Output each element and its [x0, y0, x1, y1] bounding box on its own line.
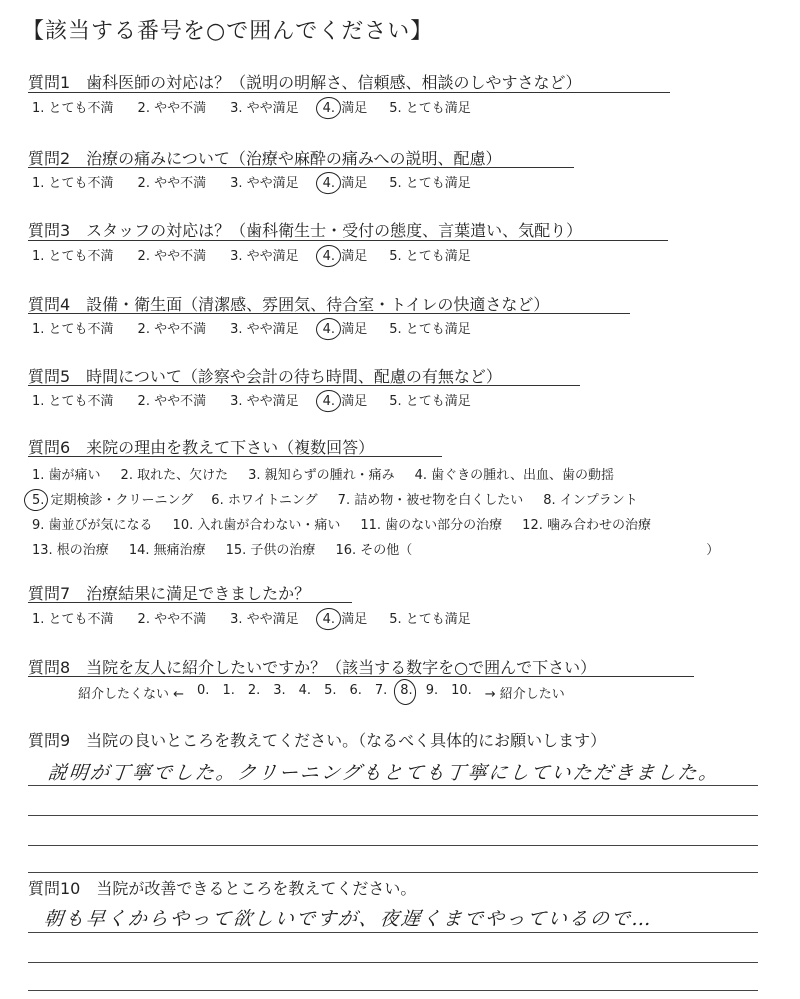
q7-option-5[interactable]: 5. とても満足 — [389, 612, 471, 627]
q1-option-5[interactable]: 5. とても満足 — [389, 101, 471, 116]
q1-option-3[interactable]: 3. やや満足 — [230, 101, 299, 116]
q8-right-label: → 紹介したい — [484, 687, 565, 702]
q9-title: 質問9 当院の良いところを教えてください。（なるべく具体的にお願いします） — [28, 731, 607, 750]
q10-title: 質問10 当院が改善できるところを教えてください。 — [28, 879, 417, 898]
q6-reason-11[interactable]: 11. 歯のない部分の治療 — [360, 518, 503, 533]
q8-left-label: 紹介したくない ← — [78, 687, 185, 702]
q6-reason-13[interactable]: 13. 根の治療 — [32, 543, 109, 558]
q8-tick-8[interactable]: 8. — [400, 683, 412, 702]
q6-reason-10[interactable]: 10. 入れ歯が合わない・痛い — [172, 518, 341, 533]
q6-reason-9[interactable]: 9. 歯並びが気になる — [32, 518, 153, 533]
q1-option-4[interactable] — [321, 97, 368, 116]
q5-options — [30, 390, 473, 409]
q4-option-3[interactable]: 3. やや満足 — [230, 322, 299, 337]
q9-ruled-line-3 — [28, 845, 758, 846]
q8-title: 質問8 当院を友人に紹介したいですか？（該当する数字を○で囲んで下さい） — [28, 658, 597, 677]
q6-reason-2[interactable]: 2. 取れた、欠けた — [120, 468, 229, 483]
q7-option-1[interactable]: 1. とても不満 — [32, 612, 114, 627]
q8-tick-3[interactable]: 3. — [273, 683, 286, 698]
q8-tick-1[interactable]: 1. — [222, 683, 235, 698]
q5-underline — [28, 385, 580, 386]
q6-reason-7[interactable]: 7. 詰め物・被せ物を白くしたい — [337, 493, 524, 508]
q6-reason-15[interactable]: 15. 子供の治療 — [225, 543, 316, 558]
q4-title: 質問4 設備・衛生面（清潔感、雰囲気、待合室・トイレの快適さなど） — [28, 295, 550, 314]
q8-tick-2[interactable]: 2. — [247, 683, 261, 698]
q6-other-close-paren: ） — [706, 543, 720, 558]
q7-option-3[interactable]: 3. やや満足 — [230, 612, 299, 627]
q6-reason-5[interactable] — [30, 489, 193, 508]
q4-options — [30, 318, 473, 337]
q3-option-3[interactable]: 3. やや満足 — [230, 249, 299, 264]
q1-option-2[interactable]: 2. やや不満 — [137, 101, 207, 116]
q8-tick-7[interactable]: 7. — [374, 683, 388, 698]
q3-option-2[interactable]: 2. やや不満 — [137, 249, 207, 264]
q1-title: 質問1 歯科医師の対応は？（説明の明解さ、信頼感、相談のしやすさなど） — [28, 73, 582, 92]
q7-underline — [28, 602, 352, 603]
q4-option-1[interactable]: 1. とても不満 — [32, 322, 114, 337]
q3-option-1[interactable]: 1. とても不満 — [32, 249, 114, 264]
form-header: 【該当する番号を○で囲んでください】 — [22, 19, 434, 44]
q5-option-1[interactable]: 1. とても不満 — [32, 394, 114, 409]
q4-option-5[interactable]: 5. とても満足 — [389, 322, 471, 337]
q2-option-5[interactable]: 5. とても満足 — [389, 176, 471, 191]
q1-option-4-label: 満足 — [341, 101, 368, 116]
q3-option-4-label: 満足 — [341, 249, 368, 264]
q6-row-1 — [30, 464, 719, 483]
q4-option-4-number: 4. — [322, 322, 336, 337]
q6-reason-5-label: 定期検診・クリーニング — [50, 493, 194, 508]
q2-option-4-number: 4. — [322, 176, 336, 191]
q8-tick-5[interactable]: 5. — [324, 683, 337, 698]
q6-reason-4[interactable]: 4. 歯ぐきの腫れ、出血、歯の動揺 — [414, 468, 614, 483]
q5-title: 質問5 時間について（診察や会計の待ち時間、配慮の有無など） — [28, 367, 502, 386]
q4-option-4[interactable] — [321, 318, 368, 337]
q6-reason-16[interactable]: 16. その他（ — [335, 543, 413, 558]
q7-option-4-label: 満足 — [341, 612, 368, 627]
q5-option-4-label: 満足 — [341, 394, 368, 409]
q8-scale — [78, 683, 565, 702]
q7-option-4[interactable] — [321, 608, 368, 627]
q1-option-4-number: 4. — [322, 101, 336, 116]
q9-ruled-line-4 — [28, 872, 758, 873]
q6-reasons — [30, 464, 719, 564]
q6-reason-6[interactable]: 6. ホワイトニング — [211, 493, 318, 508]
q2-options — [30, 172, 473, 191]
q3-underline — [28, 240, 668, 241]
q6-reason-8[interactable]: 8. インプラント — [543, 493, 638, 508]
q6-other-blank[interactable] — [430, 539, 690, 558]
q4-option-4-label: 満足 — [341, 322, 368, 337]
q2-underline — [28, 167, 574, 168]
q1-option-1[interactable]: 1. とても不満 — [32, 101, 114, 116]
q10-ruled-line-3 — [28, 990, 758, 991]
q7-title: 質問7 治療結果に満足できましたか？ — [28, 584, 311, 603]
q1-options — [30, 97, 473, 116]
q5-option-3[interactable]: 3. やや満足 — [230, 394, 299, 409]
q5-option-5[interactable]: 5. とても満足 — [389, 394, 471, 409]
q1-underline — [28, 92, 670, 93]
q3-title: 質問3 スタッフの対応は？（歯科衛生士・受付の態度、言葉遣い、気配り） — [28, 221, 583, 240]
q8-tick-4[interactable]: 4. — [298, 683, 312, 698]
q7-options — [30, 608, 473, 627]
q2-option-2[interactable]: 2. やや不満 — [137, 176, 207, 191]
q8-tick-6[interactable]: 6. — [349, 683, 362, 698]
q2-option-3[interactable]: 3. やや満足 — [230, 176, 299, 191]
q3-options — [30, 245, 473, 264]
q2-option-1[interactable]: 1. とても不満 — [32, 176, 114, 191]
q9-handwritten-answer[interactable]: 説明が丁寧でした。クリーニングもとても丁寧にしていただきました。 — [46, 762, 721, 784]
q10-ruled-line-1 — [28, 932, 758, 933]
q5-option-4[interactable] — [321, 390, 368, 409]
q6-reason-3[interactable]: 3. 親知らずの腫れ・痛み — [248, 468, 395, 483]
q7-option-2[interactable]: 2. やや不満 — [137, 612, 207, 627]
q6-underline — [28, 456, 442, 457]
q6-row-3 — [30, 514, 719, 533]
q5-option-4-number: 4. — [322, 394, 336, 409]
q6-reason-1[interactable]: 1. 歯が痛い — [32, 468, 101, 483]
q9-ruled-line-1 — [28, 785, 758, 786]
q10-ruled-line-2 — [28, 962, 758, 963]
q6-row-4 — [30, 539, 719, 558]
q3-option-4[interactable] — [321, 245, 368, 264]
q5-option-2[interactable]: 2. やや不満 — [137, 394, 207, 409]
q7-option-4-number: 4. — [322, 612, 336, 627]
q8-tick-9[interactable]: 9. — [425, 683, 439, 698]
q2-option-4[interactable] — [321, 172, 368, 191]
q6-title: 質問6 来院の理由を教えて下さい（複数回答） — [28, 438, 375, 457]
q9-ruled-line-2 — [28, 815, 758, 816]
q8-tick-0[interactable]: 0. — [197, 683, 210, 698]
q8-underline — [28, 676, 694, 677]
q2-title: 質問2 治療の痛みについて（治療や麻酔の痛みへの説明、配慮） — [28, 149, 502, 168]
q3-option-4-number: 4. — [322, 249, 336, 264]
q3-option-5[interactable]: 5. とても満足 — [389, 249, 471, 264]
q10-handwritten-answer[interactable]: 朝も早くからやって欲しいですが、夜遅くまでやっているので… — [42, 908, 655, 930]
q8-tick-10[interactable]: 10. — [451, 683, 472, 698]
q2-option-4-label: 満足 — [341, 176, 368, 191]
q6-reason-5-number: 5. — [32, 493, 45, 508]
q6-reason-14[interactable]: 14. 無痛治療 — [128, 543, 206, 558]
q4-underline — [28, 313, 630, 314]
q6-row-2 — [30, 489, 719, 508]
q4-option-2[interactable]: 2. やや不満 — [137, 322, 207, 337]
q6-reason-12[interactable]: 12. 噛み合わせの治療 — [522, 518, 651, 533]
